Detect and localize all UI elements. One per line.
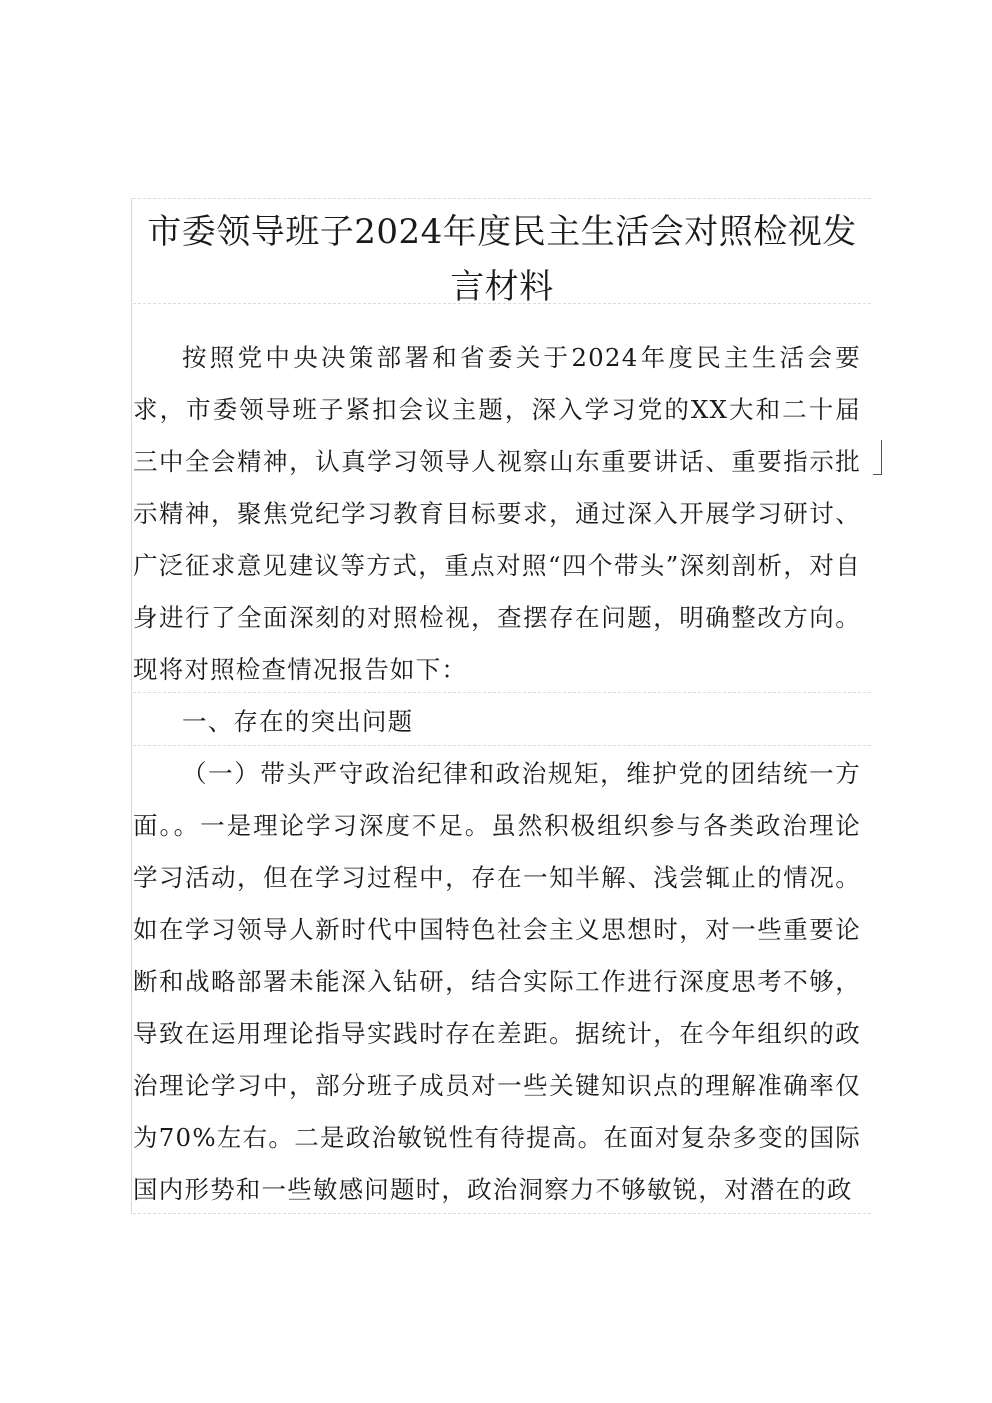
section-heading: 一、存在的突出问题 xyxy=(182,707,414,736)
intro-paragraph: 按照党中央决策部署和省委关于2024年度民主生活会要求，市委领导班子紧扣会议主题，深入学习党的XX大和二十届三中全会精神，认真学习领导人视察山东重要讲话、重要指示批示精神，聚焦党纪学习教育目标要求，通过深入开展学习研讨、广泛征求意见建议等方式，重点对照“四个带头”深刻剖析，对自身进行了全面深刻的对照检视，查摆存在问题，明确整改方向。现将对照检查情况报告如下： xyxy=(133,343,861,684)
body-paragraph: （一）带头严守政治纪律和政治规矩，维护党的团结统一方面。。一是理论学习深度不足。虽然积极组织参与各类政治理论学习活动，但在学习过程中，存在一知半解、浅尝辄止的情况。如在学习领导人新时代中国特色社会主义思想时，对一些重要论断和战略部署未能深入钻研，结合实际工作进行深度思考不够，导致在运用理论指导实践时存在差距。据统计，在今年组织的政治理论学习中，部分班子成员对一些关键知识点的理解准确率仅为70%左右。二是政治敏锐性有待提高。在面对复杂多变的国际国内形势和一些敏感问题时，政治洞察力不够敏锐，对潜在的政 xyxy=(133,759,861,1204)
text-frame-border xyxy=(131,198,132,1214)
divider-line xyxy=(133,198,871,199)
document-title: 市委领导班子2024年度民主生活会对照检视发言材料 xyxy=(147,212,857,307)
corner-crop-mark xyxy=(873,440,882,475)
